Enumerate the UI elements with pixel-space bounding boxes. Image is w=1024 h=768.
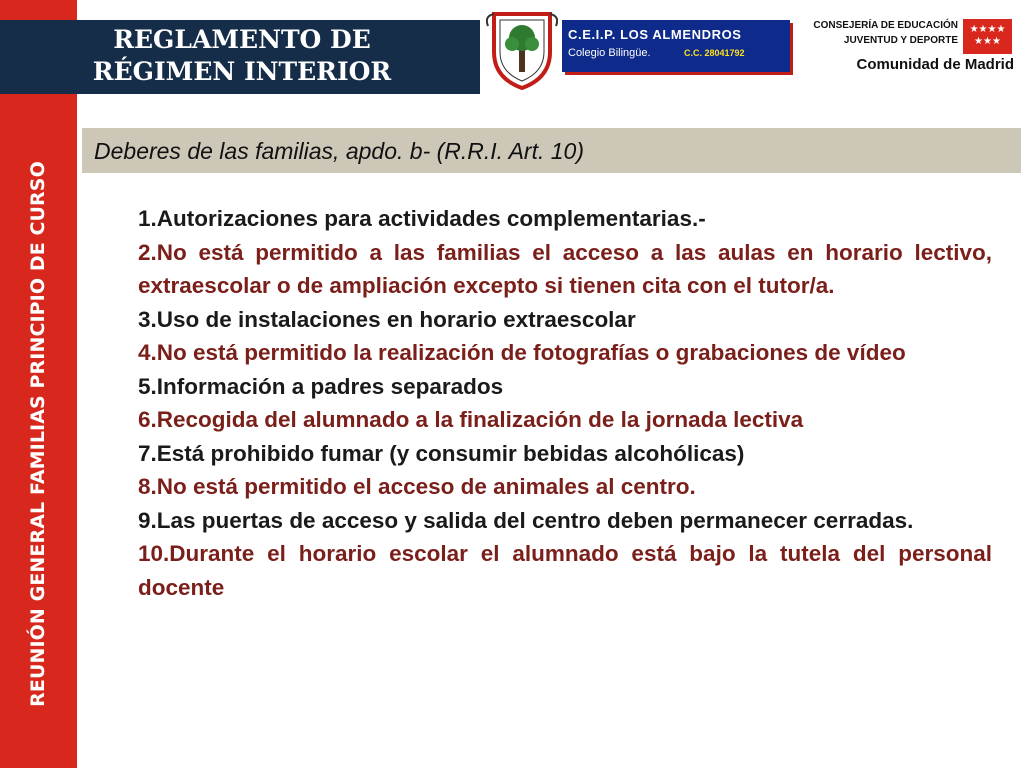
sidebar <box>0 0 77 768</box>
sidebar-vertical-title: REUNIÓN GENERAL FAMILIAS PRINCIPIO DE CURSO <box>27 161 49 707</box>
list-item: 4.No está permitido la realización de fotografías o grabaciones de vídeo <box>138 340 906 365</box>
list-item: 2.No está permitido a las familias el acceso a las aulas en horario lectivo, extraescolar o de ampliación excepto si tienen cita con el tutor/a. <box>138 239 992 298</box>
school-banner <box>562 20 790 72</box>
school-crest-icon <box>486 6 558 92</box>
list-item: 1.Autorizaciones para actividades complementarias.- <box>138 206 706 231</box>
list-item: 3.Uso de instalaciones en horario extraescolar <box>138 306 636 332</box>
government-department-line2: JUVENTUD Y DEPORTE <box>843 35 958 46</box>
school-subtitle: Colegio Bilingüe. <box>568 47 651 59</box>
title-box <box>0 20 480 94</box>
school-code: C.C. 28041792 <box>684 48 745 58</box>
list-item: 9.Las puertas de acceso y salida del centro deben permanecer cerradas. <box>138 507 914 533</box>
list-item: 5.Información a padres separados <box>138 373 504 399</box>
madrid-flag-icon: ★★★★ ★★★ <box>963 19 1012 54</box>
school-name: C.E.I.P. LOS ALMENDROS <box>568 27 742 42</box>
list-item: 8.No está permitido el acceso de animales al centro. <box>138 474 696 499</box>
government-region: Comunidad de Madrid <box>856 56 1014 73</box>
list-item: 7.Está prohibido fumar (y consumir bebidas alcohólicas) <box>138 440 745 466</box>
page-title: REGLAMENTO DE RÉGIMEN INTERIOR <box>92 25 392 86</box>
section-header-bar <box>82 128 1021 173</box>
list-item: 6.Recogida del alumnado a la finalización de la jornada lectiva <box>138 407 804 432</box>
government-department-line1: CONSEJERÍA DE EDUCACIÓN <box>813 20 958 31</box>
list-item: 10.Durante el horario escolar el alumnado está bajo la tutela del personal docente <box>138 541 992 600</box>
section-title: Deberes de las familias, apdo. b- (R.R.I. Art. 10) <box>94 138 585 164</box>
rules-list <box>138 202 992 604</box>
